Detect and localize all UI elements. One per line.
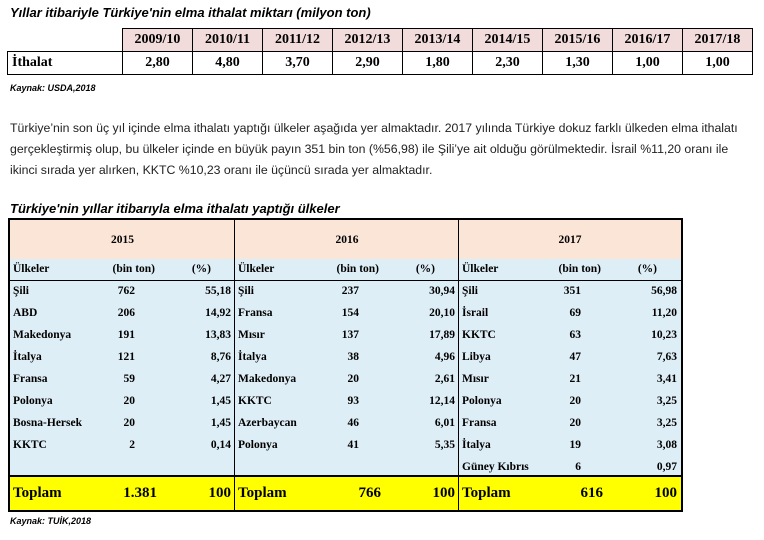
table-row bbox=[235, 281, 459, 302]
table-row bbox=[10, 303, 235, 324]
total-label: Toplam bbox=[462, 485, 511, 501]
qty-cell: 137 bbox=[341, 329, 359, 341]
total-qty: 616 bbox=[580, 485, 603, 501]
country-cell: Fransa bbox=[462, 417, 497, 429]
qty-cell: 19 bbox=[569, 439, 581, 451]
header-qty: (bin ton) bbox=[336, 263, 379, 275]
pct-cell: 0,97 bbox=[656, 461, 677, 473]
table-row bbox=[10, 281, 235, 302]
table-row bbox=[235, 391, 459, 412]
pct-cell: 14,92 bbox=[205, 307, 231, 319]
country-cell: Polonya bbox=[13, 395, 53, 407]
source-note: Kaynak: USDA,2018 bbox=[10, 83, 96, 93]
year-header: 2009/10 bbox=[123, 29, 193, 52]
import-value: 1,30 bbox=[543, 52, 613, 75]
import-value: 4,80 bbox=[193, 52, 263, 75]
country-cell: Azerbaycan bbox=[238, 417, 297, 429]
year-header: 2011/12 bbox=[263, 29, 333, 52]
pct-cell: 3,25 bbox=[656, 417, 677, 429]
table-row bbox=[459, 281, 681, 302]
country-cell: Libya bbox=[462, 351, 491, 363]
qty-cell: 206 bbox=[117, 307, 135, 319]
import-value: 2,30 bbox=[473, 52, 543, 75]
year-header: 2017/18 bbox=[683, 29, 753, 52]
qty-cell: 237 bbox=[341, 285, 359, 297]
pct-cell: 17,89 bbox=[429, 329, 455, 341]
column-headers bbox=[10, 259, 235, 281]
qty-cell: 2 bbox=[129, 439, 135, 451]
table-row bbox=[10, 435, 235, 456]
pct-cell: 0,14 bbox=[210, 439, 231, 451]
pct-cell: 3,08 bbox=[656, 439, 677, 451]
qty-cell: 20 bbox=[569, 417, 581, 429]
qty-cell: 20 bbox=[123, 395, 135, 407]
qty-cell: 93 bbox=[347, 395, 359, 407]
pct-cell: 10,23 bbox=[651, 329, 677, 341]
table-row bbox=[459, 303, 681, 324]
country-cell: Şili bbox=[13, 285, 29, 297]
table-row bbox=[459, 413, 681, 434]
body-paragraph: Türkiye’nin son üç yıl içinde elma ithalatı yaptığı ülkeler aşağıda yer almaktadır. 2017 yılında Türkiye dokuz farklı ülkeden elma ithalatı gerçekleştirmiş olup, bu ülkeler içinde en büyük payın 351 bin ton (%56,98) ile Şili’ye ait olduğu görülmektedir. İsrail %11,20 oranı ile ikinci sırada yer alırken, KKTC %10,23 oranı ile üçüncü sırada yer almaktadır. bbox=[10, 121, 738, 177]
year-header: 2017 bbox=[459, 220, 681, 260]
import-value: 3,70 bbox=[263, 52, 333, 75]
import-value: 2,80 bbox=[123, 52, 193, 75]
table-row bbox=[459, 347, 681, 368]
qty-cell: 63 bbox=[569, 329, 581, 341]
year-header: 2015/16 bbox=[543, 29, 613, 52]
country-cell: Polonya bbox=[238, 439, 278, 451]
pct-cell: 3,25 bbox=[656, 395, 677, 407]
qty-cell: 59 bbox=[123, 373, 135, 385]
total-row bbox=[235, 475, 459, 510]
table-row bbox=[235, 347, 459, 368]
country-cell: Mısır bbox=[462, 373, 489, 385]
qty-cell: 41 bbox=[347, 439, 359, 451]
pct-cell: 6,01 bbox=[434, 417, 455, 429]
qty-cell: 6 bbox=[575, 461, 581, 473]
country-cell: KKTC bbox=[13, 439, 47, 451]
year-body bbox=[459, 259, 681, 478]
import-by-year-table bbox=[7, 28, 753, 75]
pct-cell: 4,96 bbox=[434, 351, 455, 363]
table1-title: Yıllar itibariyle Türkiye'nin elma ithalat miktarı (milyon ton) bbox=[10, 5, 371, 20]
country-cell: Bosna-Hersek bbox=[13, 417, 82, 429]
year-header: 2015 bbox=[10, 220, 235, 260]
pct-cell: 30,94 bbox=[429, 285, 455, 297]
table2-title: Türkiye'nin yıllar itibarıyla elma ithalatı yaptığı ülkeler bbox=[10, 201, 340, 216]
year-header: 2010/11 bbox=[193, 29, 263, 52]
qty-cell: 47 bbox=[569, 351, 581, 363]
year-body bbox=[10, 259, 235, 478]
qty-cell: 46 bbox=[347, 417, 359, 429]
row-label: İthalat bbox=[8, 52, 123, 75]
pct-cell: 12,14 bbox=[429, 395, 455, 407]
import-value: 1,80 bbox=[403, 52, 473, 75]
country-cell: Mısır bbox=[238, 329, 265, 341]
country-cell: Güney Kıbrıs bbox=[462, 461, 529, 473]
country-cell: Fransa bbox=[238, 307, 273, 319]
table-row bbox=[10, 369, 235, 390]
pct-cell: 4,27 bbox=[210, 373, 231, 385]
table-row bbox=[10, 391, 235, 412]
header-pct: (%) bbox=[637, 263, 657, 275]
source-note: Kaynak: TUİK,2018 bbox=[10, 516, 92, 526]
total-row bbox=[459, 475, 681, 510]
table1-corner bbox=[8, 29, 123, 52]
table-row bbox=[235, 435, 459, 456]
country-cell: ABD bbox=[13, 307, 38, 319]
qty-cell: 69 bbox=[569, 307, 581, 319]
pct-cell: 1,45 bbox=[210, 395, 231, 407]
country-cell: İtalya bbox=[13, 351, 42, 363]
column-headers bbox=[459, 259, 681, 281]
year-header: 2013/14 bbox=[403, 29, 473, 52]
year-column bbox=[10, 220, 235, 510]
countries-table bbox=[8, 218, 683, 512]
total-pct: 100 bbox=[654, 485, 677, 501]
qty-cell: 38 bbox=[347, 351, 359, 363]
header-qty: (bin ton) bbox=[112, 263, 155, 275]
country-cell: Şili bbox=[238, 285, 254, 297]
country-cell: Makedonya bbox=[13, 329, 72, 341]
pct-cell: 8,76 bbox=[210, 351, 231, 363]
pct-cell: 11,20 bbox=[651, 307, 677, 319]
qty-cell: 20 bbox=[123, 417, 135, 429]
import-value: 2,90 bbox=[333, 52, 403, 75]
qty-cell: 20 bbox=[347, 373, 359, 385]
country-cell: Polonya bbox=[462, 395, 502, 407]
table-row bbox=[459, 325, 681, 346]
pct-cell: 55,18 bbox=[205, 285, 231, 297]
pct-cell: 13,83 bbox=[205, 329, 231, 341]
table-row bbox=[235, 303, 459, 324]
pct-cell: 7,63 bbox=[656, 351, 677, 363]
import-value: 1,00 bbox=[613, 52, 683, 75]
total-qty: 766 bbox=[358, 485, 381, 501]
header-qty: (bin ton) bbox=[558, 263, 601, 275]
country-cell: İtalya bbox=[238, 351, 267, 363]
header-country: Ülkeler bbox=[13, 263, 50, 275]
qty-cell: 154 bbox=[341, 307, 359, 319]
header-country: Ülkeler bbox=[462, 263, 499, 275]
country-cell: KKTC bbox=[462, 329, 496, 341]
table-row bbox=[235, 325, 459, 346]
total-pct: 100 bbox=[432, 485, 455, 501]
total-label: Toplam bbox=[13, 485, 62, 501]
header-pct: (%) bbox=[415, 263, 435, 275]
year-column bbox=[459, 220, 681, 510]
pct-cell: 2,61 bbox=[434, 373, 455, 385]
year-header: 2014/15 bbox=[473, 29, 543, 52]
qty-cell: 20 bbox=[569, 395, 581, 407]
year-column bbox=[235, 220, 459, 510]
country-cell: Şili bbox=[462, 285, 478, 297]
qty-cell: 21 bbox=[569, 373, 581, 385]
total-qty: 1.381 bbox=[123, 485, 157, 501]
qty-cell: 351 bbox=[563, 285, 581, 297]
year-body bbox=[235, 259, 459, 478]
year-header: 2016 bbox=[235, 220, 459, 260]
pct-cell: 20,10 bbox=[429, 307, 455, 319]
header-pct: (%) bbox=[191, 263, 211, 275]
year-header: 2016/17 bbox=[613, 29, 683, 52]
total-row bbox=[10, 475, 235, 510]
pct-cell: 56,98 bbox=[651, 285, 677, 297]
table-row bbox=[235, 413, 459, 434]
qty-cell: 121 bbox=[117, 351, 135, 363]
year-header: 2012/13 bbox=[333, 29, 403, 52]
pct-cell: 3,41 bbox=[656, 373, 677, 385]
header-country: Ülkeler bbox=[238, 263, 275, 275]
table-row bbox=[10, 325, 235, 346]
country-cell: KKTC bbox=[238, 395, 272, 407]
pct-cell: 5,35 bbox=[434, 439, 455, 451]
pct-cell: 1,45 bbox=[210, 417, 231, 429]
table-row bbox=[10, 413, 235, 434]
table-row bbox=[459, 391, 681, 412]
country-cell: Fransa bbox=[13, 373, 48, 385]
country-cell: İsrail bbox=[462, 307, 489, 319]
country-cell: Makedonya bbox=[238, 373, 297, 385]
country-cell: İtalya bbox=[462, 439, 491, 451]
qty-cell: 762 bbox=[117, 285, 135, 297]
total-label: Toplam bbox=[238, 485, 287, 501]
table-row bbox=[235, 369, 459, 390]
total-pct: 100 bbox=[208, 485, 231, 501]
table-row bbox=[459, 369, 681, 390]
table-row bbox=[10, 347, 235, 368]
import-value: 1,00 bbox=[683, 52, 753, 75]
qty-cell: 191 bbox=[117, 329, 135, 341]
column-headers bbox=[235, 259, 459, 281]
table-row bbox=[459, 435, 681, 456]
